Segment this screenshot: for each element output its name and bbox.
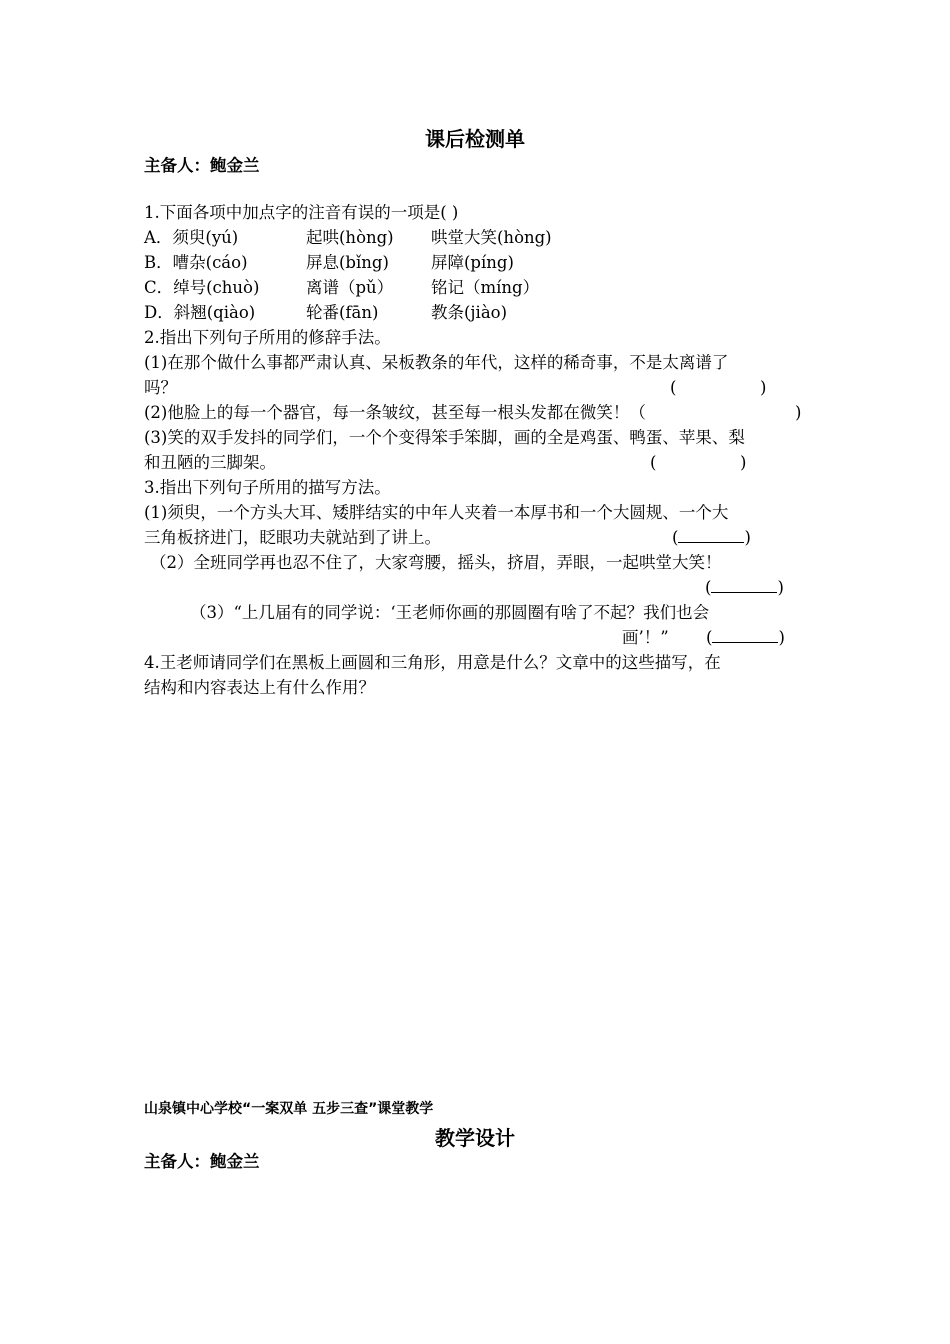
q3-sentence-1-line-1: (1)须臾，一个方头大耳、矮胖结实的中年人夹着一本厚书和一个大圆规、一个大 bbox=[144, 503, 729, 522]
q3-sentence-3-line-1: （3）“上几届有的同学说：‘王老师你画的那圆圈有啥了不起？我们也会 bbox=[190, 603, 710, 622]
q2-sentence-1-line-2: 吗？ bbox=[144, 378, 177, 397]
q3-sentence-2: （2）全班同学再也忍不住了，大家弯腰，摇头，挤眉，弄眼，一起哄堂大笑！ bbox=[150, 553, 722, 572]
q2-sentence-1-line-1: (1)在那个做什么事都严肃认真、呆板教条的年代，这样的稀奇事，不是太离谱了 bbox=[144, 353, 729, 372]
q1-option-b-2: 屏息(bǐng) bbox=[306, 253, 389, 272]
q3-sentence-3-line-2: 画’！” bbox=[622, 628, 669, 647]
q2-stem: 2.指出下列句子所用的修辞手法。 bbox=[144, 328, 391, 347]
q3-answer-2-close: ) bbox=[777, 578, 784, 597]
q2-answer-1-close: ) bbox=[760, 378, 767, 397]
q2-answer-3-close: ) bbox=[740, 453, 747, 472]
q3-answer-3-open: ( bbox=[706, 628, 713, 647]
q1-option-c-3: 铭记（míng） bbox=[431, 278, 540, 297]
q1-option-b-3: 屏障(píng) bbox=[431, 253, 514, 272]
q3-answer-1 bbox=[672, 525, 751, 550]
q3-stem: 3.指出下列句子所用的描写方法。 bbox=[144, 478, 391, 497]
page-title: 课后检测单 bbox=[425, 127, 525, 151]
q1-option-d-1: D．斜翘(qiào) bbox=[144, 303, 256, 322]
q1-option-c-1: C．绰号(chuò) bbox=[144, 278, 260, 297]
q3-answer-1-close: ) bbox=[744, 528, 751, 547]
q1-stem: 1.下面各项中加点字的注音有误的一项是( ) bbox=[144, 203, 459, 222]
preparer-label: 主备人：鲍金兰 bbox=[144, 156, 260, 175]
q3-sentence-1-line-2: 三角板挤进门，眨眼功夫就站到了讲上。 bbox=[144, 528, 441, 547]
q1-option-a-1: A．须臾(yú) bbox=[144, 228, 239, 247]
q3-answer-2 bbox=[705, 575, 784, 600]
q1-option-d-3: 教条(jiào) bbox=[431, 303, 508, 322]
footer-preparer-label: 主备人：鲍金兰 bbox=[144, 1152, 260, 1171]
school-heading: 山泉镇中心学校“一案双单 五步三查”课堂教学 bbox=[144, 1101, 434, 1117]
q1-option-a-3: 哄堂大笑(hòng) bbox=[431, 228, 552, 247]
q4-line-1: 4.王老师请同学们在黑板上画圆和三角形，用意是什么？文章中的这些描写，在 bbox=[144, 653, 721, 672]
q1-option-b-1: B．嘈杂(cáo) bbox=[144, 253, 248, 272]
q1-option-d-2: 轮番(fān) bbox=[306, 303, 379, 322]
q3-answer-1-open: ( bbox=[672, 528, 679, 547]
q1-option-a-2: 起哄(hòng) bbox=[306, 228, 394, 247]
q3-answer-2-blank[interactable] bbox=[711, 575, 777, 593]
q2-sentence-2: (2)他脸上的每一个器官，每一条皱纹，甚至每一根头发都在微笑！（ bbox=[144, 403, 646, 422]
q3-answer-1-blank[interactable] bbox=[678, 525, 744, 543]
q3-answer-3-close: ) bbox=[778, 628, 785, 647]
q3-answer-3 bbox=[706, 625, 785, 650]
q2-answer-1-open: ( bbox=[670, 378, 677, 397]
q3-answer-2-open: ( bbox=[705, 578, 712, 597]
q3-answer-3-blank[interactable] bbox=[712, 625, 778, 643]
teaching-design-title: 教学设计 bbox=[435, 1126, 515, 1150]
q1-option-c-2: 离谱（pǔ） bbox=[306, 278, 394, 297]
q2-sentence-3-line-1: (3)笑的双手发抖的同学们，一个个变得笨手笨脚，画的全是鸡蛋、鸭蛋、苹果、梨 bbox=[144, 428, 745, 447]
q2-answer-3-open: ( bbox=[650, 453, 657, 472]
q2-answer-2-close: ) bbox=[795, 403, 802, 422]
q2-sentence-3-line-2: 和丑陋的三脚架。 bbox=[144, 453, 276, 472]
q4-line-2: 结构和内容表达上有什么作用？ bbox=[144, 678, 375, 697]
